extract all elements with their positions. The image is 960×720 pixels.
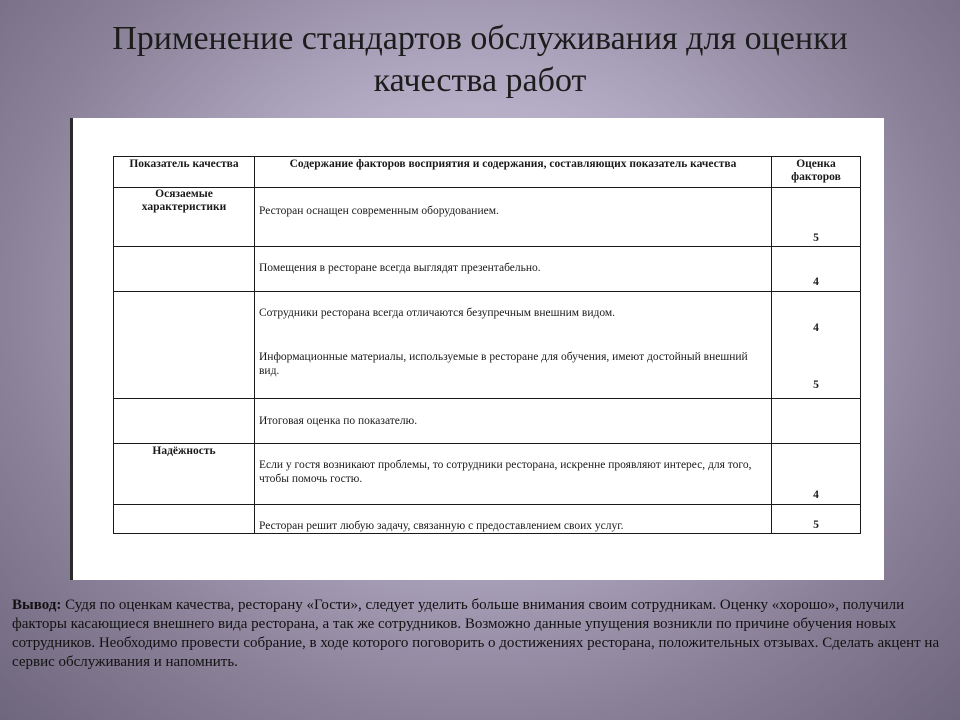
score-value: 5 xyxy=(813,232,819,244)
indicator-cell xyxy=(114,399,255,444)
indicator-cell: Осязаемые характеристики xyxy=(114,188,255,247)
factor-text: Если у гостя возникают проблемы, то сотрудники ресторана, искренне проявляют интерес, для того, чтобы помочь гостю. xyxy=(259,459,752,485)
factor-text: Ресторан оснащен современным оборудованием. xyxy=(259,205,499,217)
factor-text-2: Информационные материалы, используемые в ресторане для обучения, имеют достойный внешний вид. xyxy=(259,351,748,377)
table-row xyxy=(114,444,861,505)
conclusion-paragraph xyxy=(12,596,948,672)
slide-title-line1: Применение стандартов обслуживания для оценки xyxy=(112,20,848,57)
score-value: 4 xyxy=(813,489,819,501)
header-score: Оценка факторов xyxy=(772,157,861,188)
score-cell xyxy=(772,505,861,534)
table-row xyxy=(114,505,861,534)
indicator-cell xyxy=(114,505,255,534)
score-value: 5 xyxy=(813,519,819,531)
score-cell xyxy=(772,247,861,292)
header-content: Содержание факторов восприятия и содержания, составляющих показатель качества xyxy=(255,157,772,188)
table-row xyxy=(114,247,861,292)
conclusion-label: Вывод: xyxy=(12,597,62,613)
factor-cell xyxy=(255,399,772,444)
table-header-row xyxy=(114,157,861,188)
header-indicator: Показатель качества xyxy=(114,157,255,188)
factor-cell xyxy=(255,247,772,292)
slide-title xyxy=(40,18,920,102)
factor-text: Помещения в ресторане всегда выглядят презентабельно. xyxy=(259,262,541,274)
factor-text: Итоговая оценка по показателю. xyxy=(259,415,418,427)
score-cell xyxy=(772,292,861,399)
quality-table xyxy=(113,156,861,534)
factor-text: Ресторан решит любую задачу, связанную с предоставлением своих услуг. xyxy=(259,520,624,532)
score-cell xyxy=(772,399,861,444)
score-cell xyxy=(772,188,861,247)
indicator-cell: Надёжность xyxy=(114,444,255,505)
table-row xyxy=(114,399,861,444)
factor-cell xyxy=(255,188,772,247)
table-image xyxy=(70,118,884,580)
factor-cell xyxy=(255,505,772,534)
factor-cell xyxy=(255,292,772,399)
score-value: 4 xyxy=(813,322,819,334)
score-value-2: 5 xyxy=(813,379,819,391)
table-row xyxy=(114,292,861,399)
indicator-cell xyxy=(114,247,255,292)
score-cell xyxy=(772,444,861,505)
factor-cell xyxy=(255,444,772,505)
table-row xyxy=(114,188,861,247)
conclusion-text: Судя по оценкам качества, ресторану «Гости», следует уделить больше внимания своим сотрудникам. Оценку «хорошо», получили факторы касающиеся внешнего вида ресторана, а так же сотрудников. Возможно данные упущения возникли по причине обучения новых сотрудников. Необходимо провести собрание, в ходе которого поговорить о достижениях ресторана, положительных отзывах. Сделать акцент на сервис обслуживания и напомнить. xyxy=(12,597,940,670)
slide-title-line2: качества работ xyxy=(373,62,587,99)
indicator-cell xyxy=(114,292,255,399)
factor-text: Сотрудники ресторана всегда отличаются безупречным внешним видом. xyxy=(259,307,616,319)
score-value: 4 xyxy=(813,276,819,288)
